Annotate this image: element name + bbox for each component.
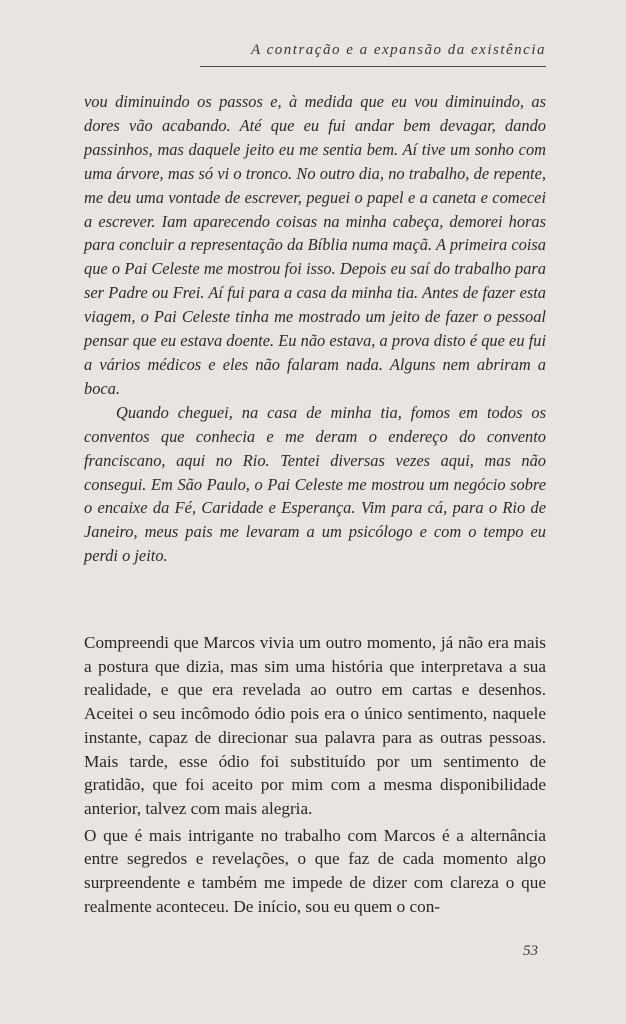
body-paragraph-2: O que é mais intrigante no trabalho com Marcos é a alternância entre segredos e revelações, o que faz de cada momento algo surpreendente e também me impede de dizer com clareza o que realmente aconteceu. De início, sou eu quem o con- [84, 825, 546, 916]
page-number: 53 [523, 943, 538, 959]
header-rule [200, 66, 546, 67]
body-paragraph-1: Compreendi que Marcos vivia um outro momento, já não era mais a postura que dizia, mas sim uma história que interpretava a sua realidade, e que era revelada ao outro em cartas e desenhos. Aceitei o seu incômodo ódio pois era o único sentimento, naquele instante, capaz de direcionar sua palavra para as outras pessoas. Mais tarde, esse ódio foi substituído por um sentimento de gratidão, que foi aceito por mim com a mesma disponibilidade anterior, talvez com mais alegria. [84, 633, 546, 818]
running-header: A contração e a expansão da existência [251, 42, 546, 58]
quote-paragraph-1: vou diminuindo os passos e, à medida que eu vou diminuindo, as dores vão acabando. Até que eu fui andar bem devagar, dando passinhos, mas daquele jeito eu me sentia bem. Aí tive um sonho com uma árvore, mas só vi o tronco. No outro dia, no trabalho, de repente, me deu uma vontade de escrever, peguei o papel e a caneta e comecei a escrever. Iam aparecendo coisas na minha cabeça, demorei horas para concluir a representação da Bíblia numa maçã. A primeira coisa que o Pai Celeste me mostrou foi isso. Depois eu saí do trabalho para ser Padre ou Frei. Aí fui para a casa da minha tia. Antes de fazer esta viagem, o Pai Celeste tinha me mostrado um jeito de fazer o pessoal pensar que eu estava doente. Eu não estava, a prova disto é que eu fui a vários médicos e eles não falaram nada. Alguns nem abriram a boca. [84, 92, 546, 398]
quote-paragraph-2: Quando cheguei, na casa de minha tia, fomos em todos os conventos que conhecia e me deram o endereço do convento franciscano, aqui no Rio. Tentei diversas vezes aqui, mas não consegui. Em São Paulo, o Pai Celeste me mostrou um negócio sobre o encaixe da Fé, Caridade e Esperança. Vim para cá, para o Rio de Janeiro, meus pais me levaram a um psicólogo e com o tempo eu perdi o jeito. [84, 402, 546, 566]
quoted-testimony [84, 90, 546, 568]
body-text [84, 631, 546, 918]
